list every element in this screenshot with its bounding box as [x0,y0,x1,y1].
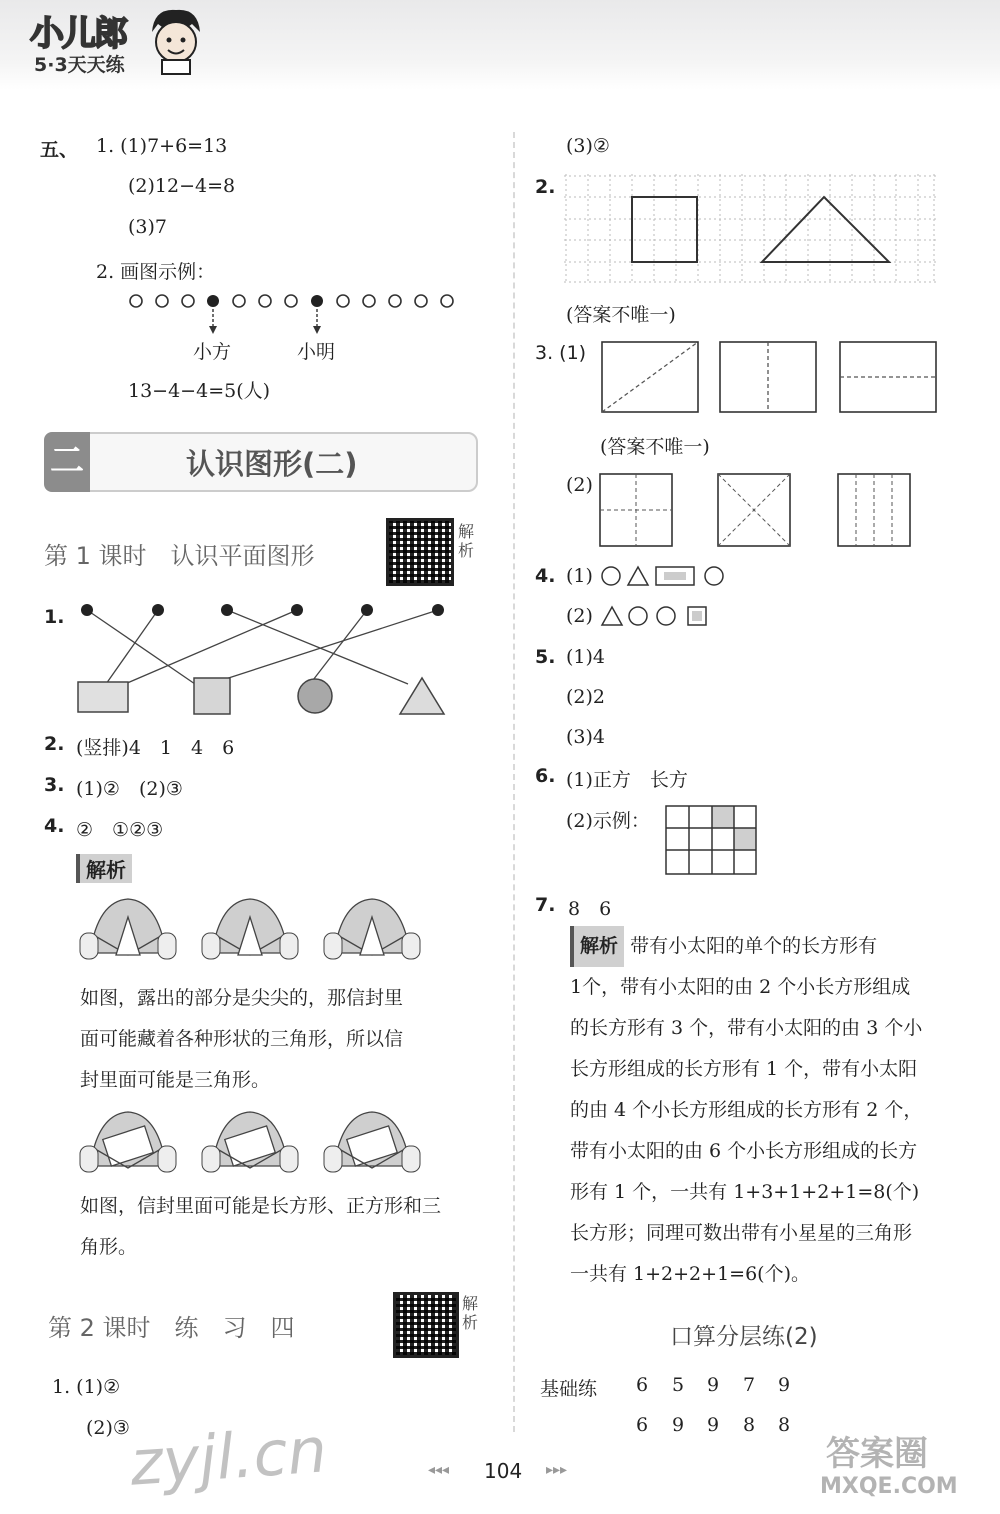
r-q5-num: 5. [535,646,556,668]
lesson2-qr-caption: 解析 [462,1294,479,1332]
mental-row1-5: 9 [778,1374,791,1396]
mental-row2-3: 9 [707,1414,720,1436]
watermark-zyjl: zyjl.cn [127,1413,330,1500]
brand-subtitle: 5·3天天练 [34,54,125,76]
r-q4-line1: (1) [566,565,593,587]
mental-row2-4: 8 [743,1414,756,1436]
envelope-illustration-row-1 [78,893,438,973]
q5-item-3: (3)7 [128,216,168,238]
left-analysis-para-2: 如图，信封里面可能是长方形、正方形和三 角形。 [80,1195,442,1258]
mental-row2-1: 6 [636,1414,649,1436]
lesson1-title: 第 1 课时 认识平面图形 [44,542,315,570]
right-analysis-tag: 解析 [570,926,624,967]
r-q3-label: 3. (1) [535,342,587,364]
q5-item-1: 1. (1)7+6=13 [96,135,228,157]
answer-3-num: 3. [44,774,65,796]
dot-label-xiaoming: 小明 [297,341,336,363]
mental-row1-3: 9 [707,1374,720,1396]
site-stamp-top: 答案圈 [826,1434,928,1474]
r-q7-num: 7. [535,894,556,916]
q5-item-2: (2)12−4=8 [128,175,236,197]
mental-row1-1: 6 [636,1374,649,1396]
r-q2-note: (答案不唯一) [566,304,676,326]
mental-math-title: 口算分层练(2) [670,1324,818,1350]
right-analysis-block: 解析 带有小太阳的单个的长方形有 1个，带有小太阳的由 2 个小长方形组成 的长方形有 3 个，带有小太阳的由 3 个小 长方形组成的长方形有 1 个，带有小太阳 的由 4 个小长方形组成的长方形有 2 个， 带有小太阳的由 6 个小长方形组成的长方 形有 1 个，一共有 1+3+1+2+1=8(个) 长方形；同理可数出带有小星星的三角形 一共有 1+2+2+1=6(个)。 [570,926,980,1295]
matching-diagram [70,598,460,722]
r-q4-line2: (2) [566,605,593,627]
answer-4-text: ② ①②③ [76,819,164,841]
page-number: 104 [484,1459,523,1483]
lesson2-title: 第 2 课时 练 习 四 [48,1314,295,1342]
mental-row2-2: 9 [672,1414,685,1436]
dot-label-xiaofang: 小方 [193,341,232,363]
q6-grid-example [664,804,758,876]
answer-2-text: (竖排)4 1 4 6 [76,737,235,759]
envelope-illustration-row-2 [78,1106,438,1186]
left-analysis-tag: 解析 [76,854,132,883]
mental-math-label: 基础练 [540,1378,598,1400]
q4-shapes-line1 [600,564,730,588]
unit-number: 二 [44,432,90,492]
answer-2-num: 2. [44,733,65,755]
r-q6-num: 6. [535,765,556,787]
q5-equation: 13−4−4=5(人) [128,380,271,402]
q1-label: 1. [44,606,65,628]
r-q2-label: 2. [535,176,556,198]
r-q5-item-2: (2)2 [566,686,606,708]
q3-rectangles-row-1 [600,340,940,416]
unit-title: 认识图形(二) [186,447,358,481]
r-q4-num: 4. [535,565,556,587]
lesson2-qr-code[interactable] [393,1292,459,1358]
r-q3-note: (答案不唯一) [600,436,710,458]
dot-row-diagram [125,288,465,358]
mental-row1-2: 5 [672,1374,685,1396]
r-q5-item-3: (3)4 [566,726,606,748]
prev-page-arrows[interactable]: ◂◂◂ [428,1462,450,1478]
answer-4-num: 4. [44,815,65,837]
mental-row1-4: 7 [743,1374,756,1396]
r-q6-line2: (2)示例： [566,810,650,832]
r-q3-sub2: (2) [566,474,593,496]
lesson1-qr-code[interactable] [386,518,454,586]
q5-item-4: 2. 画图示例： [96,261,216,283]
brand-logo: 小儿郎 [30,14,126,54]
q4-shapes-line2 [600,604,712,628]
q3-squares-row-2 [598,470,918,550]
column-divider [513,132,515,1432]
q5-label: 五、 [40,139,79,161]
r-q5-item-1: (1)4 [566,646,606,668]
mental-row2-5: 8 [778,1414,791,1436]
mascot-icon [140,4,210,76]
left-analysis-para-1: 如图，露出的部分是尖尖的，那信封里 面可能藏着各种形状的三角形，所以信 封里面可能是三角形。 [80,987,404,1091]
r-q6-line1: (1)正方 长方 [566,769,688,791]
r-q7-text: 8 6 [568,898,612,920]
lesson2-answer-2: (2)③ [86,1417,130,1439]
grid-shapes-diagram [564,174,936,284]
answer-3-text: (1)② (2)③ [76,778,183,800]
right-top-item: (3)② [566,135,610,157]
lesson1-qr-caption: 解析 [458,522,475,560]
lesson2-answer-1: 1. (1)② [52,1376,121,1398]
site-stamp-bottom: MXQE.COM [820,1474,958,1499]
next-page-arrows[interactable]: ▸▸▸ [546,1462,568,1478]
